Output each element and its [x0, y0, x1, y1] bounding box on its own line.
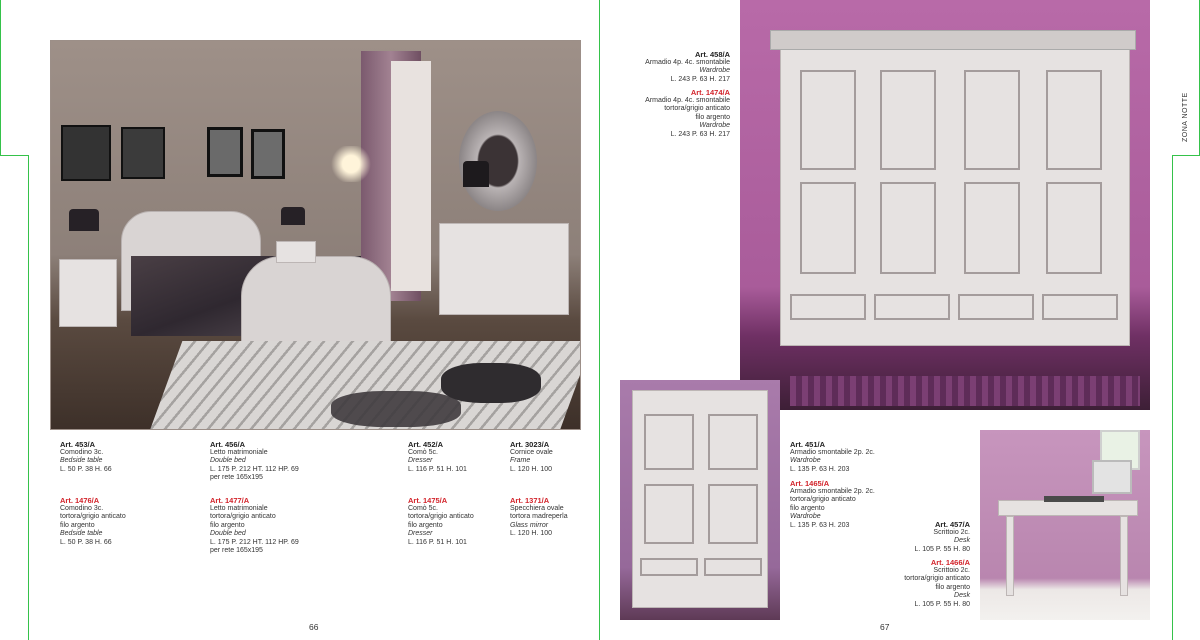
- door-panel: [800, 182, 856, 274]
- door-panel: [708, 414, 758, 470]
- item-english: Glass mirror: [510, 521, 549, 529]
- door-panel: [644, 414, 694, 470]
- item-desc: Armadio smontabile 2p. 2c.: [790, 449, 875, 456]
- dresser-lamp: [463, 161, 489, 187]
- wall-photo-1: [207, 127, 243, 177]
- item-desc: Armadio 4p. 4c. smontabile: [645, 59, 730, 66]
- item-dims: L. 135 P. 63 H. 203: [790, 465, 850, 473]
- drawer-panel: [704, 558, 762, 576]
- item-code: Art. 452/A: [408, 440, 444, 449]
- item-desc: tortora/grigio anticato: [60, 513, 126, 521]
- item-code: Art. 1371/A: [510, 496, 550, 505]
- item-code: Art. 453/A: [60, 440, 96, 449]
- item-451a: [790, 440, 875, 474]
- item-desc: Armadio 4p. 4c. smontabile: [645, 97, 730, 104]
- item-dims: L. 105 P. 55 H. 80: [914, 600, 970, 608]
- door-panel: [964, 182, 1020, 274]
- item-english: Frame: [510, 457, 531, 465]
- lamp-left: [69, 209, 99, 231]
- item-desc: tortora/grigio anticato: [664, 105, 730, 113]
- item-english: Wardrobe: [699, 67, 730, 75]
- chandelier: [329, 146, 373, 182]
- item-1475a: [408, 496, 474, 547]
- item-desc: tortora/grigio anticato: [408, 513, 474, 521]
- purple-rug: [790, 376, 1140, 406]
- guide-line: [1172, 155, 1200, 156]
- nightstand-left: [59, 259, 117, 327]
- desk-photo: [980, 430, 1150, 620]
- guide-line: [1172, 155, 1173, 640]
- guide-line: [0, 155, 28, 156]
- item-english: Wardrobe: [699, 122, 730, 130]
- wardrobe-4-cornice: [770, 30, 1136, 50]
- wardrobe-2-doors-photo: [620, 380, 780, 620]
- item-desc: Scrittoio 2c.: [933, 529, 970, 536]
- item-desc: tortora/grigio anticato: [904, 575, 970, 583]
- item-1476a: [60, 496, 126, 547]
- nightstand-right: [276, 241, 316, 263]
- item-desc: filo argento: [935, 583, 970, 591]
- item-code: Art. 457/A: [934, 520, 970, 529]
- wardrobe-4-doors-photo: [740, 0, 1150, 410]
- item-1477a: [210, 496, 299, 555]
- door-panel: [1046, 182, 1102, 274]
- wall-art-2: [121, 127, 165, 179]
- item-english: Desk: [954, 592, 970, 600]
- item-code: Art. 1475/A: [408, 496, 448, 505]
- item-code: Art. 1466/A: [930, 558, 970, 567]
- item-english: Wardrobe: [790, 457, 821, 465]
- guide-line: [0, 0, 1, 155]
- page-number-left: 66: [309, 622, 319, 632]
- item-english: Wardrobe: [790, 513, 821, 521]
- item-english: Bedside table: [60, 530, 103, 538]
- item-code: Art. 458/A: [694, 50, 730, 59]
- item-3023a: [510, 440, 553, 474]
- item-dims: L. 175 P. 212 HT. 112 HP. 69: [210, 538, 299, 546]
- bedroom-photo: [50, 40, 581, 430]
- item-code: Art. 1474/A: [690, 88, 730, 97]
- item-453a: [60, 440, 112, 474]
- item-desc: Specchiera ovale: [510, 505, 564, 512]
- item-desc: Letto matrimoniale: [210, 449, 268, 456]
- item-dims: L. 105 P. 55 H. 80: [914, 545, 970, 553]
- item-desc: Cornice ovale: [510, 449, 553, 456]
- desk-top: [998, 500, 1138, 516]
- desk-leg: [1120, 516, 1128, 596]
- item-extra: per rete 165x195: [210, 474, 263, 482]
- item-english: Double bed: [210, 530, 246, 538]
- drawer-panel: [1042, 294, 1118, 320]
- keyboard: [1044, 496, 1104, 502]
- item-dims: L. 120 H. 100: [510, 465, 553, 473]
- item-457a: [900, 520, 970, 554]
- item-desc: Letto matrimoniale: [210, 505, 268, 512]
- guide-line: [28, 155, 29, 640]
- item-dims: L. 175 P. 212 HT. 112 HP. 69: [210, 465, 299, 473]
- item-desc: tortora/grigio anticato: [210, 513, 276, 521]
- item-dims: L. 50 P. 38 H. 66: [60, 538, 112, 546]
- item-458a: [640, 50, 730, 84]
- floor-pillow-2: [441, 363, 541, 403]
- item-code: Art. 3023/A: [510, 440, 550, 449]
- door-panel: [964, 70, 1020, 170]
- drawer-panel: [958, 294, 1034, 320]
- lamp-right: [281, 207, 305, 225]
- item-desc: Armadio smontabile 2p. 2c.: [790, 488, 875, 495]
- item-dims: L. 243 P. 63 H. 217: [670, 130, 730, 138]
- section-label: ZONA NOTTE: [1182, 92, 1189, 142]
- item-1474a: [640, 88, 730, 139]
- item-english: Double bed: [210, 457, 246, 465]
- window: [391, 61, 431, 291]
- item-code: Art. 1476/A: [60, 496, 100, 505]
- wall-photo-2: [251, 129, 285, 179]
- door-panel: [880, 182, 936, 274]
- item-extra: per rete 165x195: [210, 547, 263, 555]
- item-dims: L. 243 P. 63 H. 217: [670, 75, 730, 83]
- floor-pillow-1: [331, 391, 461, 427]
- item-desc: Comodino 3c.: [60, 449, 104, 456]
- item-desc: Scrittoio 2c.: [933, 567, 970, 574]
- guide-line: [599, 0, 600, 640]
- dresser: [439, 223, 569, 315]
- item-code: Art. 456/A: [210, 440, 246, 449]
- item-dims: L. 116 P. 51 H. 101: [408, 465, 467, 473]
- item-code: Art. 451/A: [790, 440, 826, 449]
- computer-monitor: [1092, 460, 1132, 494]
- item-desc: filo argento: [695, 113, 730, 121]
- item-desc: tortora madreperla: [510, 513, 568, 521]
- door-panel: [800, 70, 856, 170]
- item-desc: Comò 5c.: [408, 449, 438, 456]
- page-number-right: 67: [880, 622, 890, 632]
- item-english: Dresser: [408, 457, 433, 465]
- item-desc: tortora/grigio anticato: [790, 496, 856, 504]
- door-panel: [880, 70, 936, 170]
- item-dims: L. 116 P. 51 H. 101: [408, 538, 467, 546]
- item-desc: filo argento: [790, 504, 825, 512]
- bed-footboard: [241, 256, 391, 346]
- desk-leg: [1006, 516, 1014, 596]
- item-desc: filo argento: [408, 521, 443, 529]
- drawer-panel: [874, 294, 950, 320]
- item-452a: [408, 440, 467, 474]
- item-dims: L. 135 P. 63 H. 203: [790, 521, 850, 529]
- door-panel: [1046, 70, 1102, 170]
- item-english: Desk: [954, 537, 970, 545]
- item-456a: [210, 440, 299, 483]
- item-desc: Comò 5c.: [408, 505, 438, 512]
- door-panel: [708, 484, 758, 544]
- item-english: Dresser: [408, 530, 433, 538]
- item-desc: filo argento: [210, 521, 245, 529]
- item-dims: L. 120 H. 100: [510, 530, 553, 538]
- item-desc: Comodino 3c.: [60, 505, 104, 512]
- item-code: Art. 1477/A: [210, 496, 250, 505]
- drawer-panel: [640, 558, 698, 576]
- wall-art-1: [61, 125, 111, 181]
- item-1465a: [790, 479, 875, 530]
- item-1371a: [510, 496, 568, 539]
- item-english: Bedside table: [60, 457, 103, 465]
- item-1466a: [890, 558, 970, 609]
- item-code: Art. 1465/A: [790, 479, 830, 488]
- drawer-panel: [790, 294, 866, 320]
- item-desc: filo argento: [60, 521, 95, 529]
- door-panel: [644, 484, 694, 544]
- item-dims: L. 50 P. 38 H. 66: [60, 465, 112, 473]
